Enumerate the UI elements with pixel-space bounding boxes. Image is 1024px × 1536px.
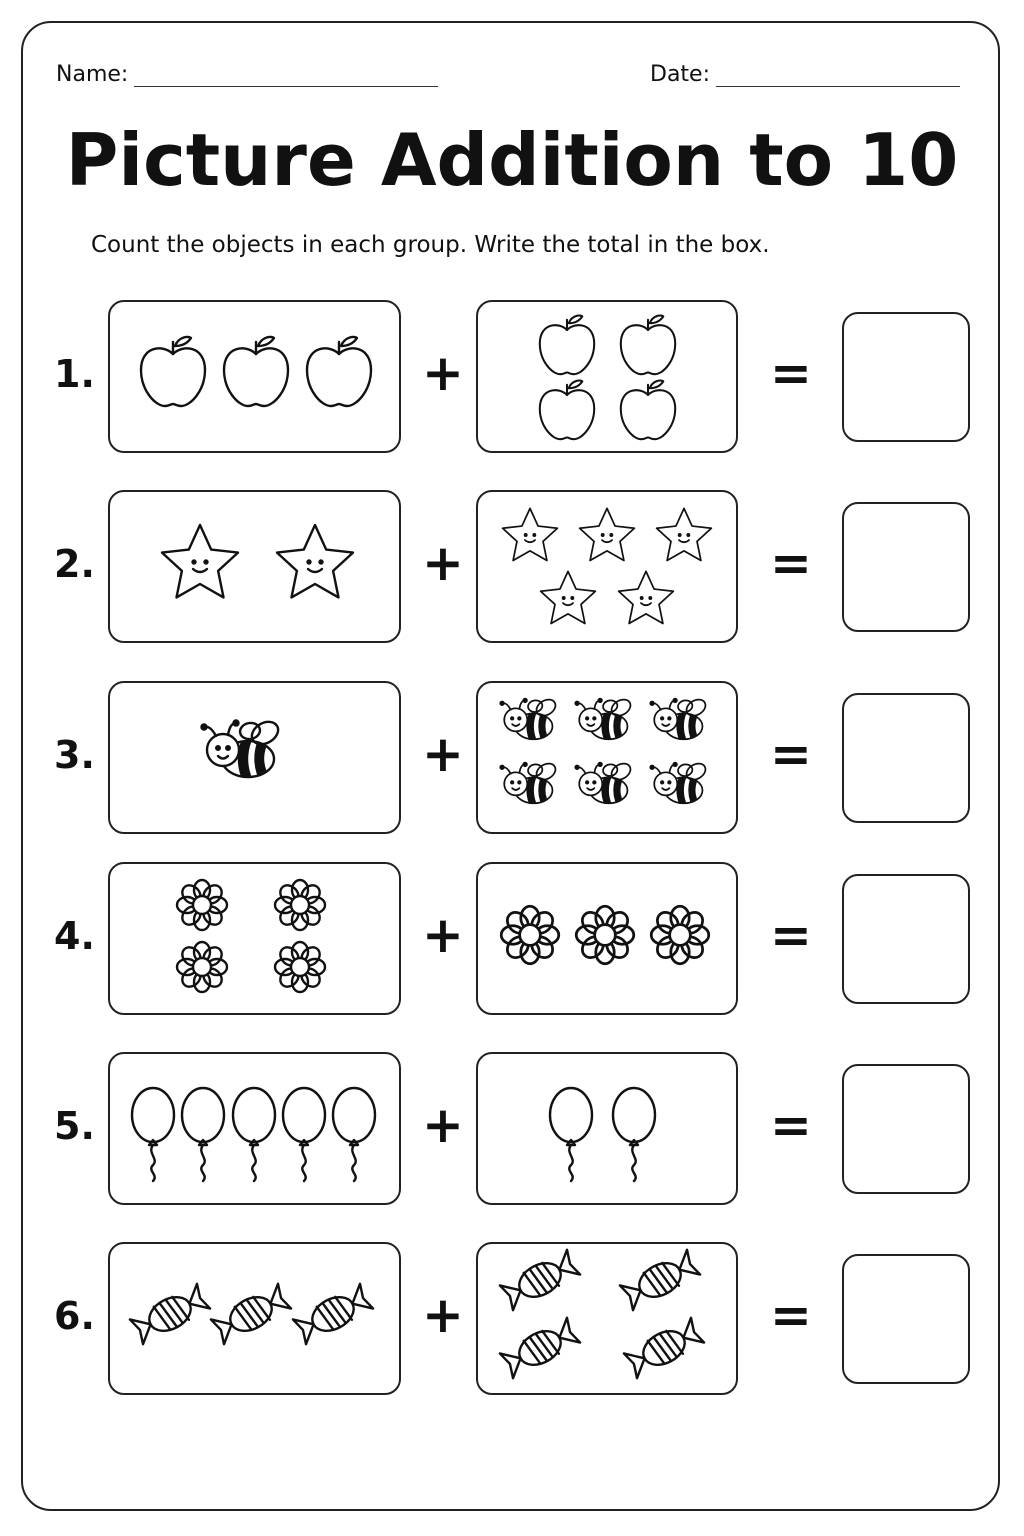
balloon-icon: [233, 1088, 275, 1181]
flower-icon: [501, 906, 559, 964]
name-label: Name:: [56, 62, 129, 87]
star-icon: [277, 525, 353, 597]
problem-number: 6.: [54, 1294, 95, 1338]
star-icon: [580, 508, 635, 560]
bee-icon: [650, 760, 708, 803]
equals-sign: =: [770, 534, 812, 592]
apple-icon: [224, 337, 288, 406]
apple-icon: [621, 316, 675, 375]
balloon-icon: [132, 1088, 174, 1181]
date-label: Date:: [650, 62, 710, 87]
balloon-icon: [550, 1088, 592, 1181]
plus-sign: +: [422, 1096, 464, 1154]
plus-sign: +: [422, 534, 464, 592]
equals-sign: =: [770, 1096, 812, 1154]
bee-icon: [575, 760, 633, 803]
flower-icon: [651, 906, 709, 964]
equals-sign: =: [770, 344, 812, 402]
bee-icon: [500, 760, 558, 803]
balloon-icon: [333, 1088, 375, 1181]
bee-icon: [650, 696, 708, 739]
star-icon: [619, 571, 674, 623]
problem-number: 5.: [54, 1104, 95, 1148]
equals-sign: =: [770, 1286, 812, 1344]
problem-number: 1.: [54, 352, 95, 396]
plus-sign: +: [422, 1286, 464, 1344]
star-icon: [541, 571, 596, 623]
candy-icon: [129, 1283, 210, 1345]
worksheet-title: Picture Addition to 10: [65, 118, 959, 202]
plus-sign: +: [422, 344, 464, 402]
balloon-icon: [182, 1088, 224, 1181]
flower-icon: [177, 880, 227, 930]
bee-icon: [575, 696, 633, 739]
plus-sign: +: [422, 906, 464, 964]
problem-number: 2.: [54, 542, 95, 586]
star-icon: [503, 508, 558, 560]
balloon-icon: [283, 1088, 325, 1181]
problem-number: 3.: [54, 733, 95, 777]
flower-icon: [275, 942, 325, 992]
candy-icon: [623, 1317, 704, 1379]
star-icon: [657, 508, 712, 560]
plus-sign: +: [422, 725, 464, 783]
candy-icon: [619, 1249, 700, 1311]
instructions: Count the objects in each group. Write the total in the box.: [91, 232, 770, 258]
candy-icon: [499, 1249, 580, 1311]
apple-icon: [141, 337, 205, 406]
apple-icon: [540, 316, 594, 375]
problem-number: 4.: [54, 914, 95, 958]
apple-icon: [621, 381, 675, 440]
apple-icon: [307, 337, 371, 406]
bee-icon: [500, 696, 558, 739]
candy-icon: [292, 1283, 373, 1345]
flower-icon: [576, 906, 634, 964]
star-icon: [162, 525, 238, 597]
candy-icon: [210, 1283, 291, 1345]
flower-icon: [177, 942, 227, 992]
flower-icon: [275, 880, 325, 930]
equals-sign: =: [770, 906, 812, 964]
equals-sign: =: [770, 725, 812, 783]
balloon-icon: [613, 1088, 655, 1181]
candy-icon: [499, 1317, 580, 1379]
bee-icon: [202, 717, 283, 777]
apple-icon: [540, 381, 594, 440]
